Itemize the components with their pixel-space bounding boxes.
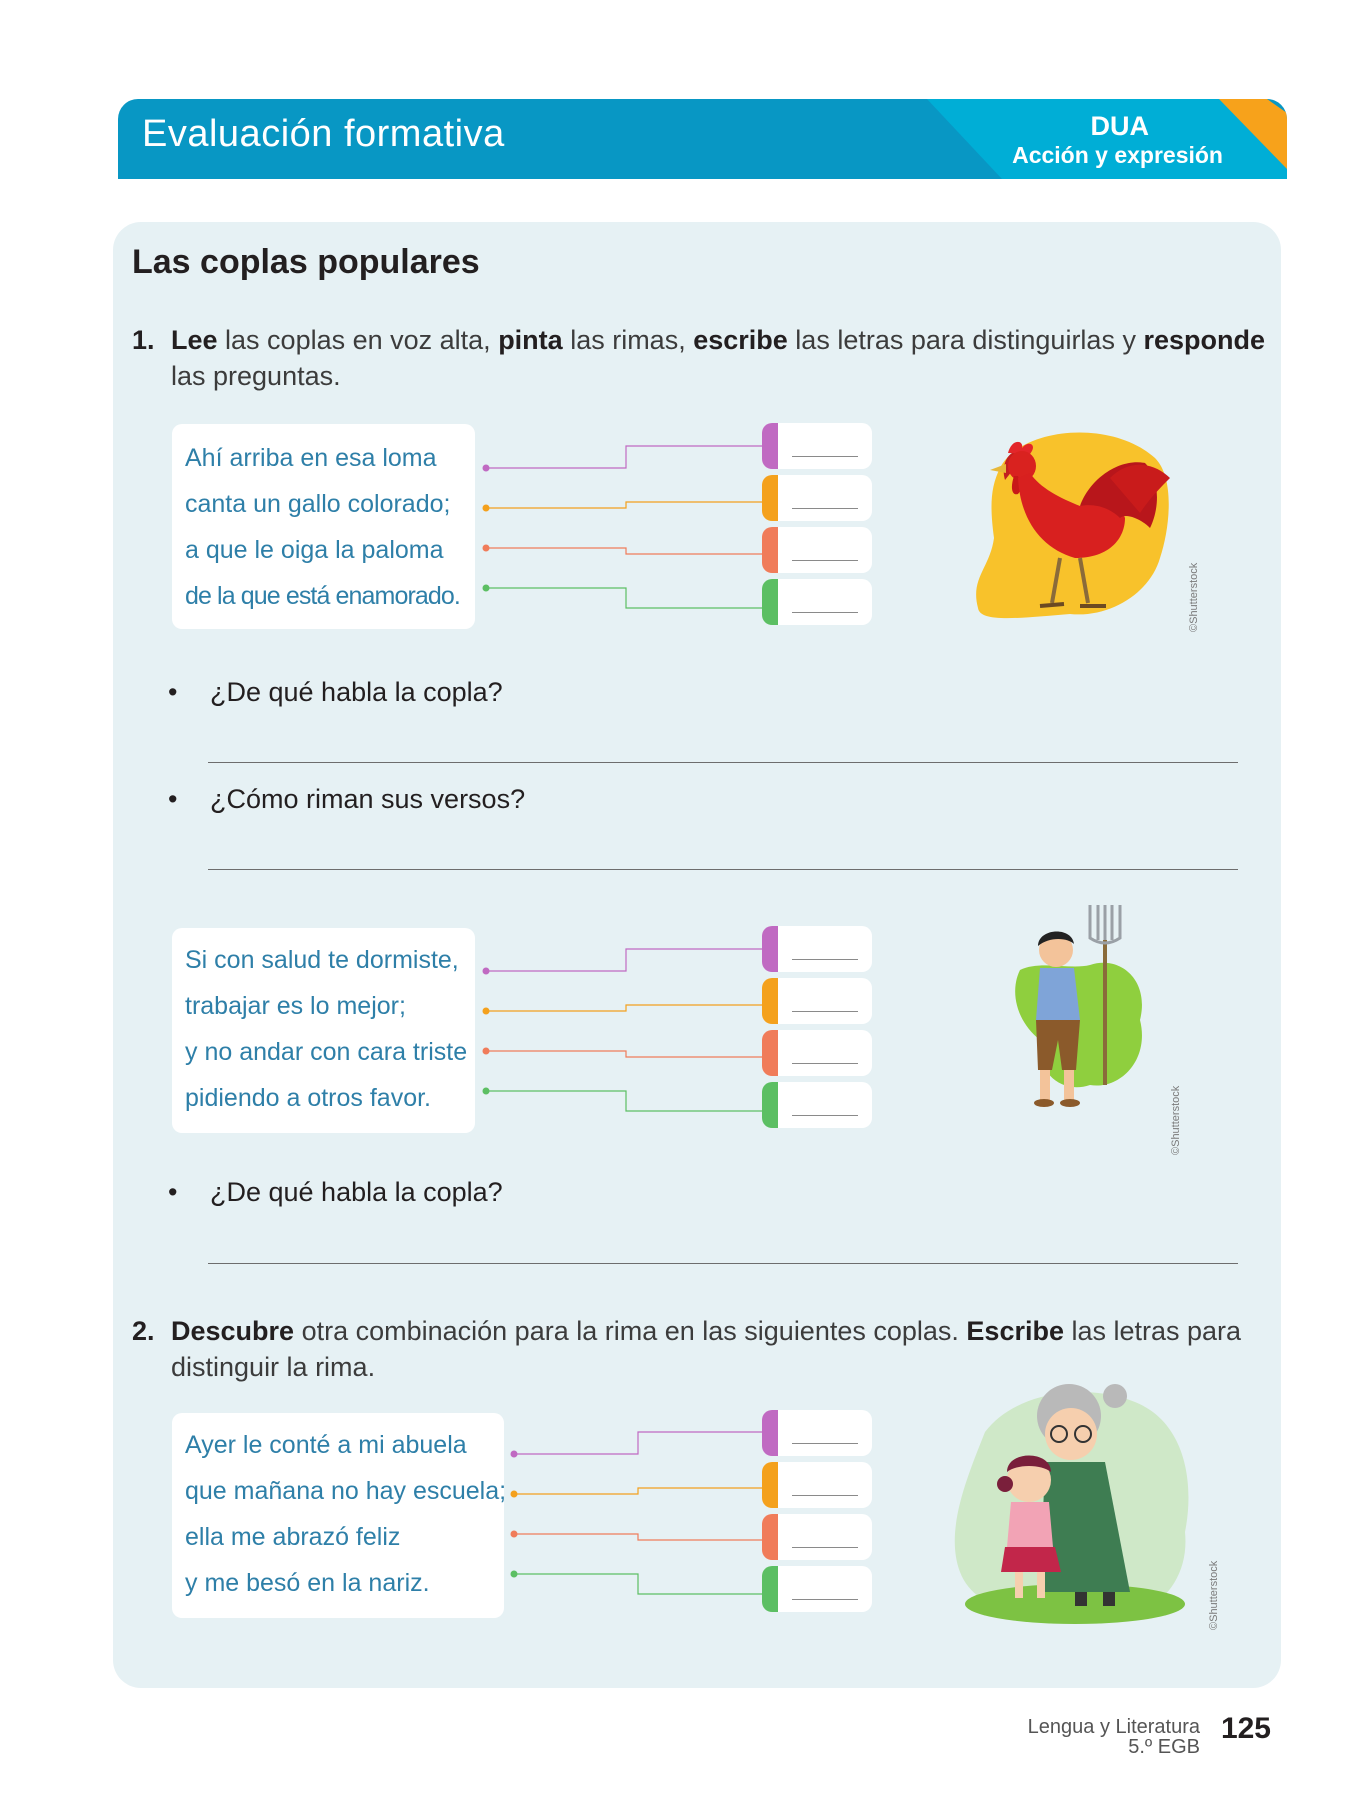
copla-1-line-4: de la que está enamorado. bbox=[185, 582, 460, 610]
rhyme-letter-box[interactable] bbox=[762, 475, 872, 521]
rhyme-letter-box[interactable] bbox=[762, 527, 872, 573]
instruction-run: Escribe bbox=[966, 1316, 1064, 1346]
footer-subject-name: Lengua y Literatura bbox=[1027, 1716, 1200, 1738]
rhyme-letter-box[interactable] bbox=[762, 423, 872, 469]
question-2a bbox=[168, 1177, 503, 1208]
rhyme-letter-box[interactable] bbox=[762, 926, 872, 972]
copla-3-line-2: que mañana no hay escuela; bbox=[185, 1477, 507, 1505]
copla-1-box bbox=[172, 424, 475, 629]
instruction-run: las coplas en voz alta, bbox=[217, 325, 499, 355]
rhyme-letter-box[interactable] bbox=[762, 1514, 872, 1560]
page-number: 125 bbox=[1220, 1712, 1271, 1745]
answer-line[interactable] bbox=[208, 762, 1238, 763]
header-banner bbox=[118, 99, 1287, 179]
rhyme-letter-box[interactable] bbox=[762, 1030, 872, 1076]
question-1a bbox=[168, 677, 503, 708]
copla-2-line-1: Si con salud te dormiste, bbox=[185, 946, 459, 974]
question-text: ¿Cómo riman sus versos? bbox=[210, 784, 526, 814]
activity1-number: 1. bbox=[132, 325, 155, 355]
dua-subtitle: Acción y expresión bbox=[1012, 142, 1223, 168]
copla-2-line-4: pidiendo a otros favor. bbox=[185, 1084, 431, 1112]
rhyme-letter-box[interactable] bbox=[762, 1462, 872, 1508]
answer-line[interactable] bbox=[208, 869, 1238, 870]
boy-with-pitchfork-illustration bbox=[1010, 900, 1160, 1125]
dua-badge bbox=[927, 99, 1287, 179]
copla-2-connectors bbox=[470, 927, 770, 1137]
instruction-run: Lee bbox=[171, 325, 218, 355]
activity1-instruction-text bbox=[171, 322, 1267, 394]
question-text: ¿De qué habla la copla? bbox=[210, 1177, 503, 1207]
copla-1-line-2: canta un gallo colorado; bbox=[185, 490, 451, 518]
instruction-run: las letras para distinguirlas y bbox=[787, 325, 1144, 355]
instruction-run: las letras para distinguir la rima. bbox=[171, 1316, 1242, 1382]
answer-line[interactable] bbox=[208, 1263, 1238, 1264]
bullet: • bbox=[168, 784, 178, 814]
rhyme-letter-box[interactable] bbox=[762, 579, 872, 625]
rhyme-letter-box[interactable] bbox=[762, 978, 872, 1024]
bullet: • bbox=[168, 677, 178, 707]
image-credit: ©Shutterstock bbox=[1170, 1085, 1182, 1155]
instruction-run: las rimas, bbox=[562, 325, 694, 355]
instruction-run: pinta bbox=[498, 325, 563, 355]
instruction-run: responde bbox=[1143, 325, 1265, 355]
question-text: ¿De qué habla la copla? bbox=[210, 677, 503, 707]
activity2-number: 2. bbox=[132, 1316, 155, 1346]
rhyme-letter-box[interactable] bbox=[762, 1410, 872, 1456]
copla-2-box bbox=[172, 928, 475, 1133]
instruction-run: Descubre bbox=[171, 1316, 295, 1346]
copla-1-line-3: a que le oiga la paloma bbox=[185, 536, 444, 564]
rooster-illustration bbox=[960, 418, 1180, 634]
footer-grade: 5.º EGB bbox=[1128, 1736, 1200, 1758]
activity1-instruction bbox=[132, 322, 1267, 394]
dua-title: DUA bbox=[1090, 111, 1149, 141]
image-credit: ©Shutterstock bbox=[1208, 1560, 1220, 1630]
bullet: • bbox=[168, 1177, 178, 1207]
copla-3-connectors bbox=[500, 1410, 770, 1620]
copla-3-line-4: y me besó en la nariz. bbox=[185, 1569, 430, 1597]
question-1b bbox=[168, 784, 525, 815]
footer-subject bbox=[1028, 1717, 1200, 1757]
instruction-run: otra combinación para la rima en las siguientes coplas. bbox=[294, 1316, 967, 1346]
page-title: Evaluación formativa bbox=[142, 113, 505, 155]
grandmother-hugging-girl-illustration bbox=[945, 1372, 1205, 1630]
section-title: Las coplas populares bbox=[132, 243, 480, 281]
copla-3-line-1: Ayer le conté a mi abuela bbox=[185, 1431, 467, 1459]
instruction-run: escribe bbox=[693, 325, 788, 355]
copla-3-box bbox=[172, 1413, 507, 1618]
copla-2-line-2: trabajar es lo mejor; bbox=[185, 992, 406, 1020]
rhyme-letter-box[interactable] bbox=[762, 1566, 872, 1612]
image-credit: ©Shutterstock bbox=[1188, 562, 1200, 632]
copla-1-connectors bbox=[470, 424, 770, 634]
copla-2-line-3: y no andar con cara triste bbox=[185, 1038, 468, 1066]
copla-1-line-1: Ahí arriba en esa loma bbox=[185, 444, 437, 472]
rhyme-letter-box[interactable] bbox=[762, 1082, 872, 1128]
instruction-run: las preguntas. bbox=[171, 361, 341, 391]
copla-3-line-3: ella me abrazó feliz bbox=[185, 1523, 401, 1551]
